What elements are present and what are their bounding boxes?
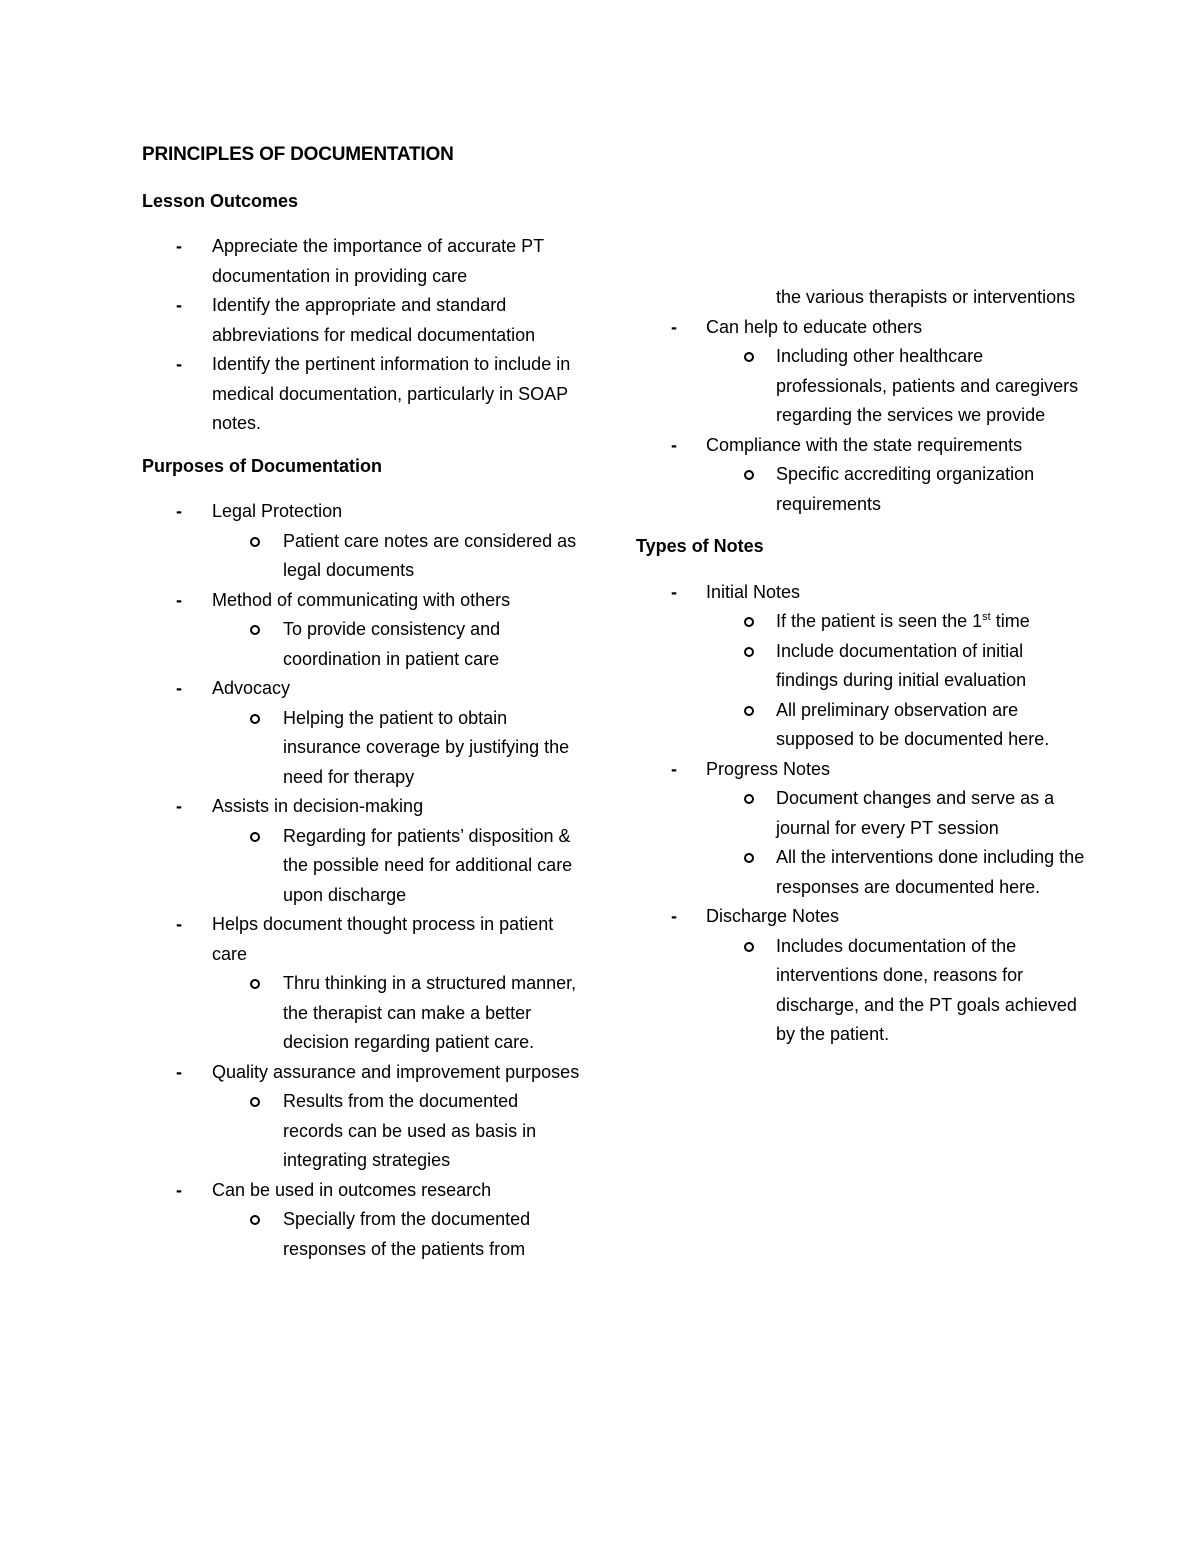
purposes-list-continued (636, 313, 1086, 520)
sub-item-text: Regarding for patients’ disposition & the possible need for additional care upon discharge (283, 825, 573, 905)
lesson-outcomes-heading: Lesson Outcomes (142, 190, 299, 211)
sub-list-item (636, 607, 1086, 637)
list-item (142, 792, 582, 910)
sub-item-text: Specially from the documented responses of the patients from (283, 1209, 531, 1259)
purposes-list (142, 497, 582, 1264)
sub-list-item (636, 460, 1086, 519)
sub-list-item (142, 615, 582, 674)
sub-item-text: All the interventions done including the responses are documented here. (776, 847, 1085, 897)
sub-list-item (636, 342, 1086, 431)
list-item-label: Advocacy (212, 678, 291, 698)
list-item-label: Can be used in outcomes research (212, 1179, 492, 1200)
sub-list (212, 527, 582, 586)
list-item-label: Progress Notes (706, 758, 831, 779)
sub-list (706, 460, 1086, 519)
list-item-label: Can help to educate others (706, 316, 923, 337)
bullet-icon (250, 1215, 260, 1225)
sub-list-item (142, 822, 582, 911)
page-title: PRINCIPLES OF DOCUMENTATION (142, 144, 454, 165)
bullet-icon (744, 617, 754, 627)
sub-list (212, 1087, 582, 1176)
sub-list (212, 969, 582, 1058)
sub-list-item (636, 843, 1086, 902)
sub-list (706, 607, 1086, 755)
list-item (142, 1058, 582, 1176)
types-of-notes-heading: Types of Notes (636, 536, 764, 556)
sub-list-item (636, 696, 1086, 755)
left-column (142, 140, 582, 1264)
sub-list (212, 1205, 582, 1264)
bullet-icon (744, 942, 754, 952)
sub-list-item (636, 637, 1086, 696)
bullet-icon (250, 979, 260, 989)
sub-item-text: Helping the patient to obtain insurance coverage by justifying the need for therapy (283, 707, 570, 787)
sub-item-text: Thru thinking in a structured manner, the therapist can make a better decision regarding patient care. (283, 973, 577, 1052)
sub-list (212, 704, 582, 793)
list-item (142, 674, 582, 792)
list-item-label: Quality assurance and improvement purposes (212, 1061, 580, 1082)
sub-item-text: To provide consistency and coordination in patient care (283, 619, 501, 669)
list-item: - Appreciate the importance of accurate PT documentation in providing care (142, 232, 582, 291)
list-item (142, 586, 582, 675)
list-item (636, 902, 1086, 1050)
bullet-icon (250, 714, 260, 724)
bullet-icon (744, 352, 754, 362)
bullet-icon (250, 1097, 260, 1107)
purposes-heading: Purposes of Documentation (142, 455, 383, 476)
ordinal-superscript: st (982, 611, 991, 623)
list-item (142, 910, 582, 1058)
bullet-icon (744, 647, 754, 657)
list-item-label: Method of communicating with others (212, 589, 511, 610)
sub-list-item (142, 969, 582, 1058)
list-item: - Identify the appropriate and standard abbreviations for medical documentation (142, 291, 582, 350)
sub-item-text: time (990, 611, 1030, 631)
sub-item-text: Including other healthcare professionals, patients and caregivers regarding the services we provide (776, 346, 1079, 425)
bullet-icon (250, 625, 260, 635)
lesson-outcomes-list (142, 232, 582, 439)
sub-item-text: Results from the documented records can be used as basis in integrating strategies (283, 1091, 537, 1170)
sub-item-text: Specific accrediting organization requirements (776, 464, 1035, 514)
sub-list (212, 615, 582, 674)
sub-list-item (142, 1087, 582, 1176)
list-item-label: Helps document thought process in patient care (212, 914, 554, 964)
sub-list-item (142, 527, 582, 586)
sub-list-item (142, 1205, 582, 1264)
sub-item-text: Includes documentation of the interventions done, reasons for discharge, and the PT goals achieved by the patient. (776, 935, 1077, 1044)
list-item-label: Legal Protection (212, 501, 343, 521)
list-item-label: Compliance with the state requirements (706, 434, 1023, 455)
sub-item-text: Include documentation of initial findings during initial evaluation (776, 640, 1027, 690)
bullet-icon (744, 706, 754, 716)
sub-list (706, 342, 1086, 431)
sub-list-item (636, 932, 1086, 1050)
sub-list-item (142, 704, 582, 793)
list-item (142, 1176, 582, 1265)
sub-item-text: All preliminary observation are supposed to be documented here. (776, 699, 1050, 749)
right-column (636, 283, 1086, 1050)
sub-item-text: Document changes and serve as a journal for every PT session (776, 788, 1055, 838)
sub-item-text: If the patient is seen the 1 (776, 611, 983, 631)
sub-list (212, 822, 582, 911)
list-item (636, 755, 1086, 903)
bullet-icon (250, 832, 260, 842)
bullet-icon (250, 537, 260, 547)
bullet-icon (744, 470, 754, 480)
list-item (636, 578, 1086, 755)
sub-list-item (636, 784, 1086, 843)
continuation-text: the various therapists or interventions (776, 287, 1076, 307)
sub-list (706, 932, 1086, 1050)
bullet-icon (744, 794, 754, 804)
list-item (142, 497, 582, 586)
list-item: - Identify the pertinent information to include in medical documentation, particularly in SOAP notes. (142, 350, 582, 439)
types-of-notes-list (636, 578, 1086, 1050)
list-item (636, 313, 1086, 431)
list-item (636, 431, 1086, 520)
sub-item-text: Patient care notes are considered as legal documents (283, 530, 577, 580)
bullet-icon (744, 853, 754, 863)
sub-list (706, 784, 1086, 902)
list-item-label: Initial Notes (706, 581, 801, 602)
list-item-label: Assists in decision-making (212, 796, 424, 816)
list-item-label: Discharge Notes (706, 906, 840, 926)
